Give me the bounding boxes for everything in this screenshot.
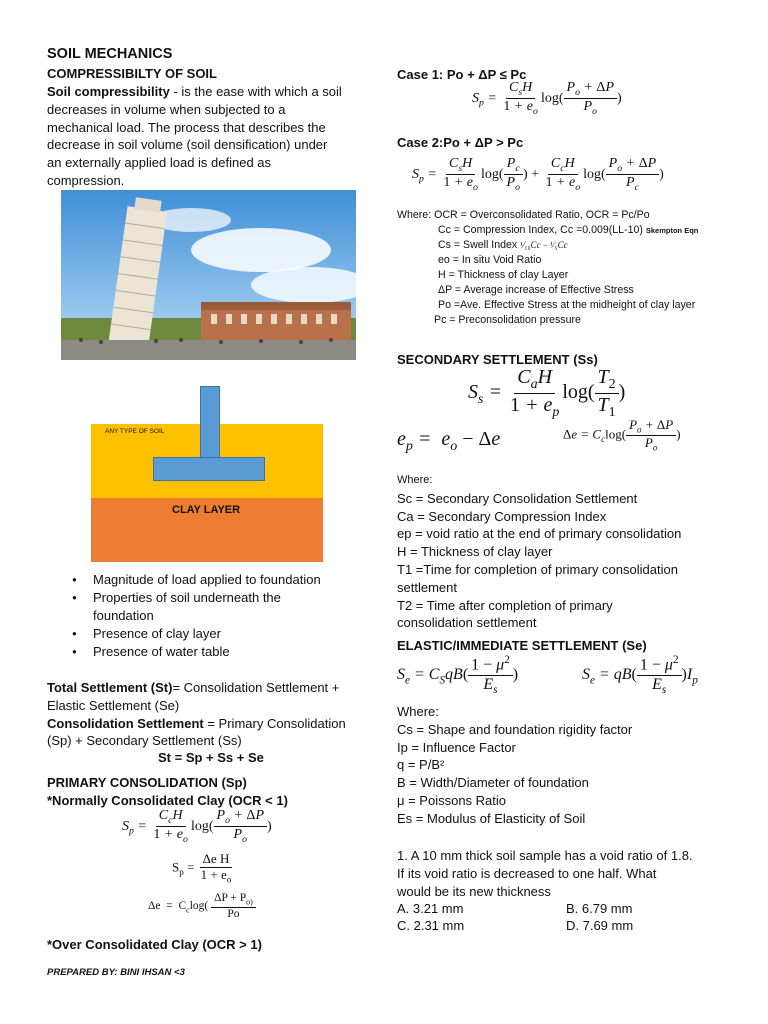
delta-e-log-formula: $\Delta e = C_c\log$( $\frac{P_o + \Delta P}{P_o}$ ) [563,417,681,453]
intro-line: an externally applied load is defined as [47,155,272,171]
choice-d: D. 7.69 mm [566,918,634,933]
list-item: ● Presence of water table [47,643,367,661]
clay-label: CLAY LAYER [172,504,241,516]
where-line: Where: [397,474,433,486]
footer-credit: PREPARED BY: BINI IHSAN <3 [47,967,185,978]
elastic-formula-1: $S_e = C_SqB$( $\frac{1 - \mu^2}{E_s}$ ) [397,654,519,696]
intro-line: decrease in soil volume (soil densification) under [47,137,328,153]
where-line: ΔP = Average increase of Effective Stress [438,284,634,296]
term: Consolidation Settlement [47,715,204,731]
leaning-tower-photo [61,190,356,360]
where-line: eo = In situ Void Ratio [438,254,542,266]
primary-title: PRIMARY CONSOLIDATION (Sp) [47,775,247,790]
section-title: COMPRESSIBILTY OF SOIL [47,66,217,81]
choice-a: A. 3.21 mm [397,901,464,916]
case1-formula: $S_p$ = $\frac{C_sH}{1 + e_o}$ log( $\frac{P_o + \Delta P}{P_o}$ ) [472,80,622,117]
where-line: H = Thickness of clay Layer [438,269,569,281]
where-line: Es = Modulus of Elasticity of Soil [397,810,586,826]
where-line: Ip = Influence Factor [397,739,516,755]
where-line: Where: [397,704,439,719]
text: Elastic Settlement (Se) [47,697,180,713]
where-line: settlement [397,579,457,595]
delta-e-formula: $\Delta e = C_c\log$( $\frac{\Delta P + P_{o)}}{Po}$ [148,892,256,921]
st-equation: St = Sp + Ss + Se [158,750,264,765]
intro-paragraph [47,83,367,190]
secondary-where-block [397,472,737,632]
intro-term: Soil compressibility [47,84,170,99]
where-line: T2 = Time after completion of primary [397,597,613,613]
where-line: ep = void ratio at the end of primary consolidation [397,526,682,542]
list-item: ● Presence of clay layer [47,625,367,643]
secondary-formula: $S_s$ = $\frac{C_aH}{1 + e_p}$ log( $\frac{T_2}{T_1}$ ) [468,366,626,421]
where-line: Cs = Shape and foundation rigidity factor [397,721,633,737]
case2-formula: $S_p$ = $\frac{C_sH}{1 + e_o}$ log( $\frac{P_c}{P_o}$ ) + $\frac{C_cH}{1 + e_o}$ log( $\frac{P_o + \Delta P}{P_c}$ ) [412,156,664,193]
where-line: Cc = Compression Index, Cc =0.009(LL-10) Skempton Eqn [438,224,699,236]
where-line: Cs = Swell Index ¹⁄₁₀Cc − ¹⁄₅Cc [438,239,568,251]
sp-de-formula: $S_p$ = $\frac{\text{Δe H}}{1 + e_o}$ [172,851,232,885]
oc-title: *Over Consolidated Clay (OCR > 1) [47,937,262,952]
where-line: μ = Poissons Ratio [397,792,507,808]
case2-title: Case 2:Po + ΔP > Pc [397,135,524,150]
intro-line: mechanical load. The process that describes the [47,119,326,135]
elastic-where-block [397,703,737,828]
footing-base [153,457,265,481]
question-line: would be its new thickness [397,883,551,899]
where-line: T1 =Time for completion of primary consolidation [397,561,678,577]
text: = Primary Consolidation [203,715,346,731]
page-title: SOIL MECHANICS [47,46,173,62]
soil-label: ANY TYPE OF SOIL [105,428,165,435]
question-1 [397,847,742,900]
where-line: Po =Ave. Effective Stress at the midheight of clay layer [438,299,696,311]
where-line: Ca = Secondary Compression Index [397,508,607,524]
intro-line: - is the ease with which a soil [169,84,342,99]
nc-title: *Normally Consolidated Clay (OCR < 1) [47,793,288,808]
elastic-title: ELASTIC/IMMEDIATE SETTLEMENT (Se) [397,638,647,653]
intro-line: compression. [47,172,125,188]
footing-column [200,386,220,458]
secondary-title: SECONDARY SETTLEMENT (Ss) [397,352,598,367]
where-line: q = P/B² [397,757,445,773]
where-line: Pc = Preconsolidation pressure [434,314,581,326]
choice-b: B. 6.79 mm [566,901,633,916]
list-item: ● Properties of soil underneath the foundation [47,589,367,625]
list-item: ● Magnitude of load applied to foundation [47,571,367,589]
elastic-formula-2: $S_e = qB$( $\frac{1 - \mu^2}{E_s}$ )$I_p$ [582,654,698,696]
text: = Consolidation Settlement + [172,680,340,695]
question-line: 1. A 10 mm thick soil sample has a void ratio of 1.8. [397,848,693,863]
question-line: If its void ratio is decreased to one half. What [397,865,657,881]
text: (Sp) + Secondary Settlement (Ss) [47,733,242,749]
total-settlement [47,679,377,750]
case1-title: Case 1: Po + ΔP ≤ Pc [397,67,527,82]
where-line: H = Thickness of clay layer [397,544,553,560]
where-line: consolidation settlement [397,615,537,631]
where-line: Sc = Secondary Consolidation Settlement [397,490,638,506]
choice-c: C. 2.31 mm [397,918,465,933]
ep-formula: $e_p = e_o - \Delta e$ [397,428,501,454]
sp-nc-formula: $S_p$ = $\frac{C_cH}{1 + e_o}$ log( $\frac{P_o + \Delta P}{P_o}$ ) [122,808,272,845]
where-line: B = Width/Diameter of foundation [397,775,589,791]
factor-list [47,571,367,661]
intro-line: decreases in volume when subjected to a [47,101,286,117]
term: Total Settlement (St) [47,680,173,695]
where-line: Where: OCR = Overconsolidated Ratio, OCR = Pc/Po [397,209,650,221]
case-where-block [397,208,737,328]
